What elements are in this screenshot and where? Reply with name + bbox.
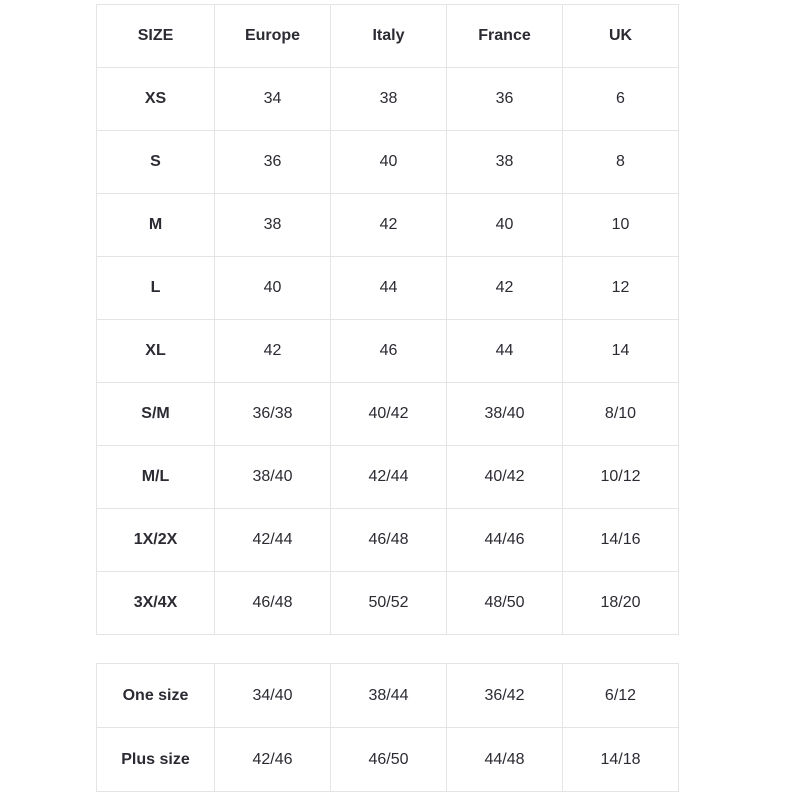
cell-europe: 40 [215, 257, 331, 320]
cell-europe: 46/48 [215, 572, 331, 635]
row-label: 3X/4X [97, 572, 215, 635]
cell-europe: 38 [215, 194, 331, 257]
column-header-uk: UK [563, 5, 679, 68]
cell-uk: 6 [563, 68, 679, 131]
row-label: M/L [97, 446, 215, 509]
table-row [97, 509, 679, 572]
cell-italy: 40/42 [331, 383, 447, 446]
cell-france: 36 [447, 68, 563, 131]
cell-europe: 36/38 [215, 383, 331, 446]
cell-france: 44 [447, 320, 563, 383]
row-label: XL [97, 320, 215, 383]
row-label: XS [97, 68, 215, 131]
cell-europe: 34 [215, 68, 331, 131]
size-conversion-table [96, 4, 679, 635]
row-label: S [97, 131, 215, 194]
cell-italy: 46/48 [331, 509, 447, 572]
cell-europe: 36 [215, 131, 331, 194]
cell-europe: 38/40 [215, 446, 331, 509]
cell-uk: 14/18 [563, 728, 679, 792]
table-row [97, 257, 679, 320]
cell-uk: 6/12 [563, 664, 679, 728]
cell-france: 36/42 [447, 664, 563, 728]
cell-italy: 50/52 [331, 572, 447, 635]
cell-italy: 42/44 [331, 446, 447, 509]
table-row [97, 68, 679, 131]
row-label: Plus size [97, 728, 215, 792]
column-header-france: France [447, 5, 563, 68]
cell-europe: 42/46 [215, 728, 331, 792]
table-row [97, 131, 679, 194]
row-label: S/M [97, 383, 215, 446]
row-label: M [97, 194, 215, 257]
cell-uk: 14 [563, 320, 679, 383]
cell-italy: 40 [331, 131, 447, 194]
cell-uk: 8/10 [563, 383, 679, 446]
row-label: L [97, 257, 215, 320]
cell-europe: 42/44 [215, 509, 331, 572]
cell-france: 48/50 [447, 572, 563, 635]
row-label: 1X/2X [97, 509, 215, 572]
cell-italy: 38/44 [331, 664, 447, 728]
cell-uk: 10 [563, 194, 679, 257]
table-row [97, 446, 679, 509]
cell-france: 40 [447, 194, 563, 257]
cell-uk: 12 [563, 257, 679, 320]
table-row [97, 728, 679, 792]
table-row [97, 664, 679, 728]
cell-uk: 10/12 [563, 446, 679, 509]
cell-italy: 38 [331, 68, 447, 131]
cell-italy: 46/50 [331, 728, 447, 792]
table-row [97, 383, 679, 446]
column-header-size: SIZE [97, 5, 215, 68]
cell-uk: 14/16 [563, 509, 679, 572]
cell-europe: 34/40 [215, 664, 331, 728]
row-label: One size [97, 664, 215, 728]
cell-italy: 44 [331, 257, 447, 320]
cell-france: 40/42 [447, 446, 563, 509]
cell-france: 44/46 [447, 509, 563, 572]
table-row [97, 572, 679, 635]
one-size-table [96, 663, 679, 792]
cell-italy: 46 [331, 320, 447, 383]
table-row [97, 320, 679, 383]
cell-france: 44/48 [447, 728, 563, 792]
cell-france: 38/40 [447, 383, 563, 446]
cell-europe: 42 [215, 320, 331, 383]
column-header-italy: Italy [331, 5, 447, 68]
table-header-row [97, 5, 679, 68]
cell-uk: 8 [563, 131, 679, 194]
column-header-europe: Europe [215, 5, 331, 68]
cell-uk: 18/20 [563, 572, 679, 635]
table-row [97, 194, 679, 257]
cell-italy: 42 [331, 194, 447, 257]
cell-france: 42 [447, 257, 563, 320]
cell-france: 38 [447, 131, 563, 194]
